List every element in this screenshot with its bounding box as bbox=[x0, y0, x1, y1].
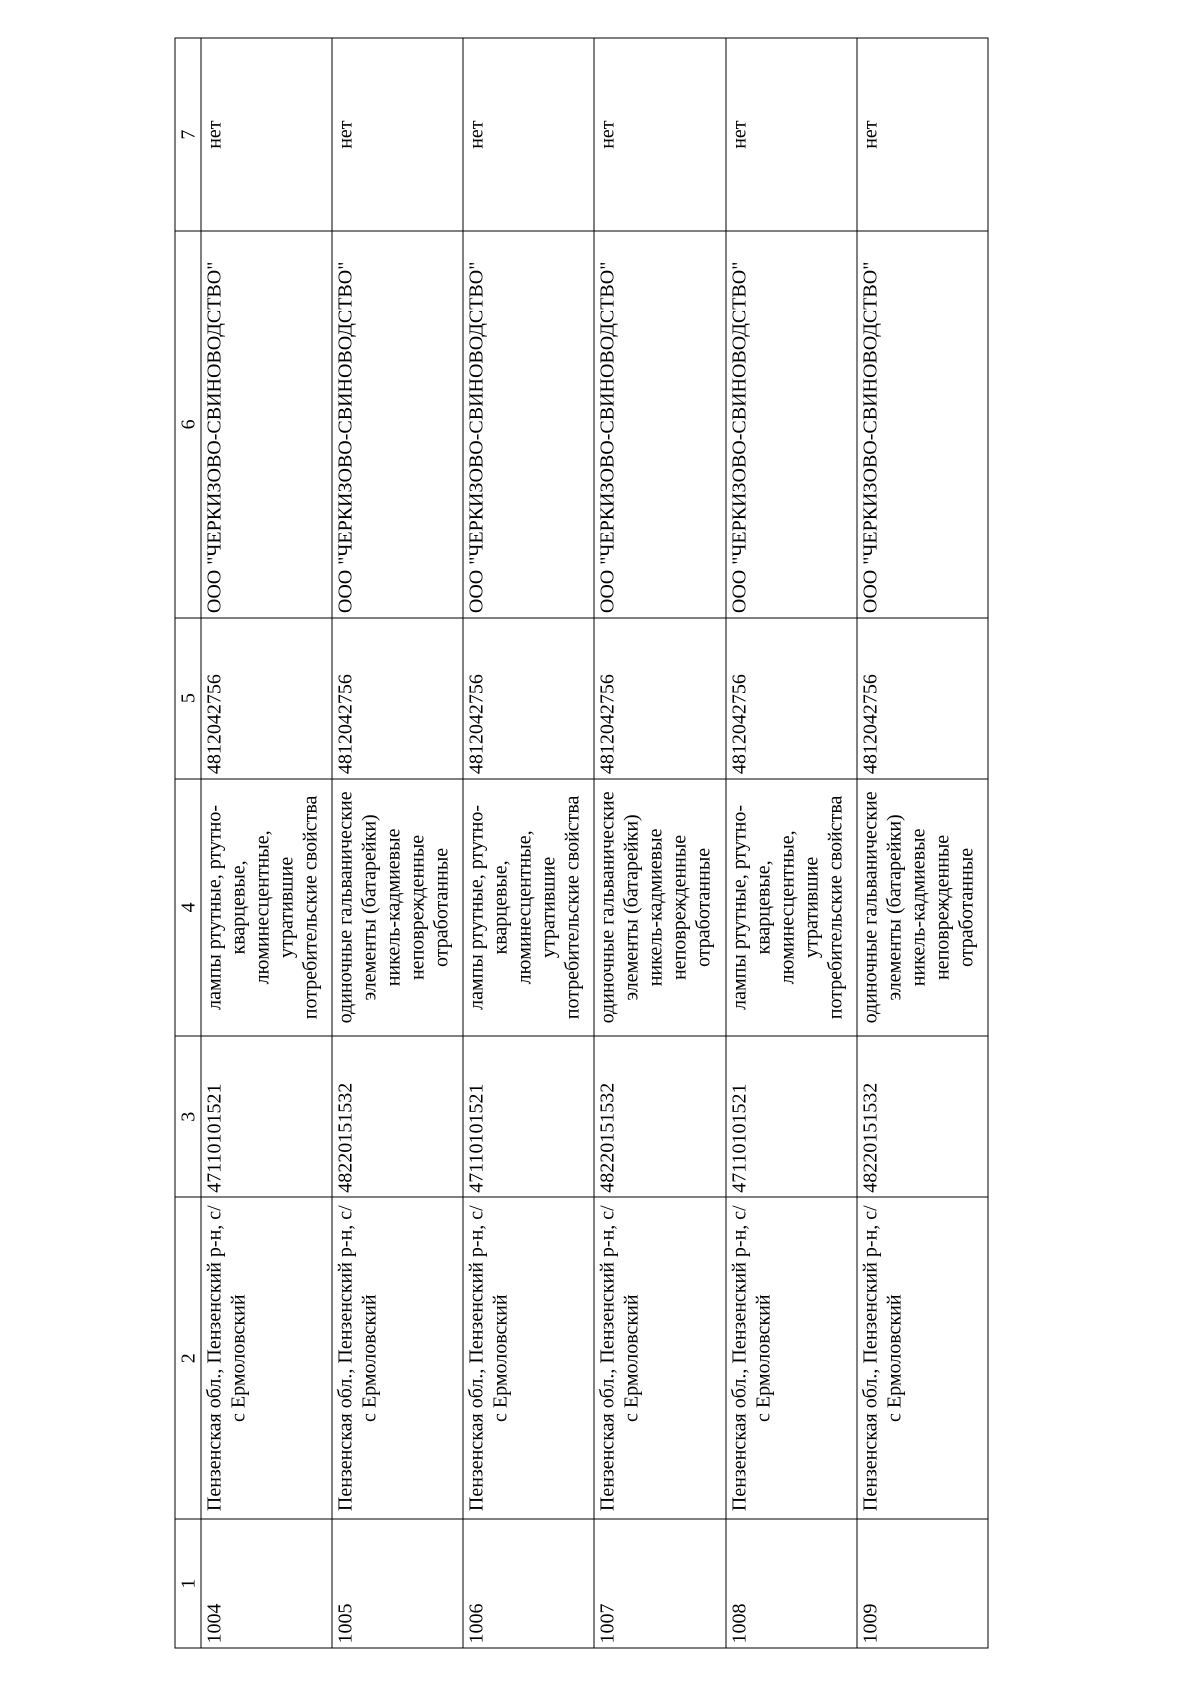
table-row bbox=[856, 38, 987, 1648]
address-cell: Пензенская обл., Пензенский р-н, с/с Ермоловский bbox=[201, 1197, 332, 1519]
address-cell: Пензенская обл., Пензенский р-н, с/с Ермоловский bbox=[332, 1197, 463, 1519]
table-row bbox=[201, 38, 332, 1648]
waste-code-cell: 47110101521 bbox=[201, 1036, 332, 1197]
row-number-cell: 1008 bbox=[725, 1519, 856, 1648]
waste-name-cell: лампы ртутные, ртутно-кварцевые, люминесцентные, утратившие потребительские свойства bbox=[463, 778, 594, 1036]
waste-code-cell: 48220151532 bbox=[594, 1036, 725, 1197]
table-body bbox=[175, 38, 988, 1648]
address-cell: Пензенская обл., Пензенский р-н, с/с Ермоловский bbox=[725, 1197, 856, 1519]
inn-cell: 4812042756 bbox=[201, 617, 332, 778]
waste-name-cell: лампы ртутные, ртутно-кварцевые, люминесцентные, утратившие потребительские свойства bbox=[725, 778, 856, 1036]
organization-cell: ООО "ЧЕРКИЗОВО-СВИНОВОДСТВО" bbox=[856, 231, 987, 617]
header-cell-1: 1 bbox=[175, 1519, 201, 1648]
waste-name-cell: лампы ртутные, ртутно-кварцевые, люминесцентные, утратившие потребительские свойства bbox=[201, 778, 332, 1036]
header-cell-5: 5 bbox=[175, 617, 201, 778]
inn-cell: 4812042756 bbox=[463, 617, 594, 778]
organization-cell: ООО "ЧЕРКИЗОВО-СВИНОВОДСТВО" bbox=[463, 231, 594, 617]
table-row bbox=[725, 38, 856, 1648]
header-cell-2: 2 bbox=[175, 1197, 201, 1519]
address-cell: Пензенская обл., Пензенский р-н, с/с Ермоловский bbox=[856, 1197, 987, 1519]
header-cell-4: 4 bbox=[175, 778, 201, 1036]
flag-cell: нет bbox=[725, 38, 856, 231]
waste-registry-table bbox=[174, 37, 988, 1648]
waste-code-cell: 48220151532 bbox=[856, 1036, 987, 1197]
row-number-cell: 1005 bbox=[332, 1519, 463, 1648]
organization-cell: ООО "ЧЕРКИЗОВО-СВИНОВОДСТВО" bbox=[594, 231, 725, 617]
header-cell-7: 7 bbox=[175, 38, 201, 231]
waste-name-cell: одиночные гальванические элементы (батарейки) никель-кадмиевые неповрежденные отработанные bbox=[856, 778, 987, 1036]
flag-cell: нет bbox=[856, 38, 987, 231]
flag-cell: нет bbox=[594, 38, 725, 231]
inn-cell: 4812042756 bbox=[856, 617, 987, 778]
address-cell: Пензенская обл., Пензенский р-н, с/с Ермоловский bbox=[594, 1197, 725, 1519]
waste-name-cell: одиночные гальванические элементы (батарейки) никель-кадмиевые неповрежденные отработанные bbox=[332, 778, 463, 1036]
header-row bbox=[175, 38, 201, 1648]
waste-code-cell: 47110101521 bbox=[463, 1036, 594, 1197]
row-number-cell: 1006 bbox=[463, 1519, 594, 1648]
row-number-cell: 1007 bbox=[594, 1519, 725, 1648]
flag-cell: нет bbox=[463, 38, 594, 231]
inn-cell: 4812042756 bbox=[725, 617, 856, 778]
waste-code-cell: 47110101521 bbox=[725, 1036, 856, 1197]
organization-cell: ООО "ЧЕРКИЗОВО-СВИНОВОДСТВО" bbox=[725, 231, 856, 617]
flag-cell: нет bbox=[201, 38, 332, 231]
row-number-cell: 1004 bbox=[201, 1519, 332, 1648]
header-cell-3: 3 bbox=[175, 1036, 201, 1197]
waste-code-cell: 48220151532 bbox=[332, 1036, 463, 1197]
organization-cell: ООО "ЧЕРКИЗОВО-СВИНОВОДСТВО" bbox=[201, 231, 332, 617]
address-cell: Пензенская обл., Пензенский р-н, с/с Ермоловский bbox=[463, 1197, 594, 1519]
table-row bbox=[332, 38, 463, 1648]
rotated-table-container bbox=[174, 37, 988, 1648]
table-row bbox=[594, 38, 725, 1648]
waste-name-cell: одиночные гальванические элементы (батарейки) никель-кадмиевые неповрежденные отработанные bbox=[594, 778, 725, 1036]
flag-cell: нет bbox=[332, 38, 463, 231]
header-cell-6: 6 bbox=[175, 231, 201, 617]
inn-cell: 4812042756 bbox=[332, 617, 463, 778]
inn-cell: 4812042756 bbox=[594, 617, 725, 778]
row-number-cell: 1009 bbox=[856, 1519, 987, 1648]
table-row bbox=[463, 38, 594, 1648]
organization-cell: ООО "ЧЕРКИЗОВО-СВИНОВОДСТВО" bbox=[332, 231, 463, 617]
